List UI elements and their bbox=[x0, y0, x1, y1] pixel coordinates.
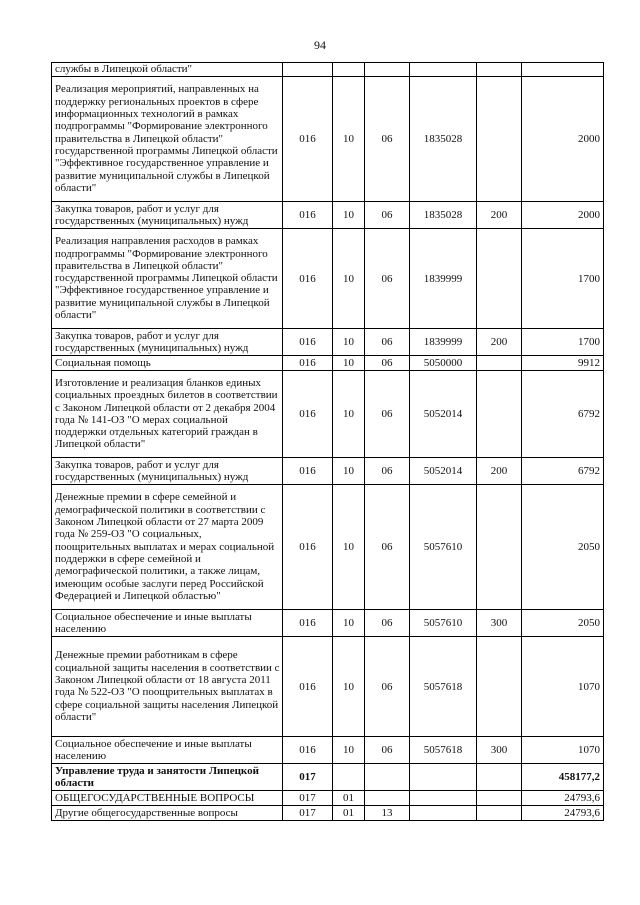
table-row bbox=[52, 485, 604, 610]
department-code-cell: 016 bbox=[283, 610, 333, 637]
amount-cell: 2000 bbox=[522, 77, 604, 202]
expense-type-code-cell: 300 bbox=[477, 610, 522, 637]
amount-cell: 2050 bbox=[522, 485, 604, 610]
table-row bbox=[52, 764, 604, 791]
department-code-cell: 016 bbox=[283, 329, 333, 356]
target-item-code-cell: 5057618 bbox=[410, 637, 477, 737]
table-row bbox=[52, 637, 604, 737]
expense-type-code-cell bbox=[477, 764, 522, 791]
target-item-code-cell: 1835028 bbox=[410, 202, 477, 229]
section-code-cell: 01 bbox=[333, 806, 365, 821]
target-item-code-cell: 1839999 bbox=[410, 329, 477, 356]
expense-type-code-cell bbox=[477, 371, 522, 458]
expense-type-code-cell: 200 bbox=[477, 202, 522, 229]
target-item-code-cell: 5057610 bbox=[410, 485, 477, 610]
item-name-cell: Денежные премии работникам в сфере социальной защиты населения в соответствии с Законом Липецкой области от 18 августа 2011 года № 522-ОЗ "О поощрительных выплатах в сфере социальной защиты населения Липецкой области" bbox=[52, 637, 283, 737]
item-name-cell: службы в Липецкой области" bbox=[52, 63, 283, 77]
subsection-code-cell: 06 bbox=[365, 329, 410, 356]
amount-cell: 458177,2 bbox=[522, 764, 604, 791]
section-code-cell: 10 bbox=[333, 458, 365, 485]
subsection-code-cell: 06 bbox=[365, 371, 410, 458]
expense-type-code-cell: 200 bbox=[477, 458, 522, 485]
department-code-cell: 017 bbox=[283, 764, 333, 791]
section-code-cell: 10 bbox=[333, 229, 365, 329]
table-row bbox=[52, 737, 604, 764]
section-code-cell: 10 bbox=[333, 329, 365, 356]
section-code-cell: 10 bbox=[333, 610, 365, 637]
target-item-code-cell bbox=[410, 791, 477, 806]
department-code-cell: 016 bbox=[283, 371, 333, 458]
section-code-cell: 10 bbox=[333, 356, 365, 371]
item-name-cell: Реализация направления расходов в рамках подпрограммы "Формирование электронного правительства в Липецкой области" государственной программы Липецкой области "Эффективное государственное управление и развитие муниципальной службы в Липецкой области" bbox=[52, 229, 283, 329]
table-row bbox=[52, 806, 604, 821]
subsection-code-cell: 06 bbox=[365, 229, 410, 329]
amount-cell: 1070 bbox=[522, 637, 604, 737]
table-row bbox=[52, 458, 604, 485]
expense-type-code-cell bbox=[477, 63, 522, 77]
item-name-cell: Управление труда и занятости Липецкой области bbox=[52, 764, 283, 791]
department-code-cell: 016 bbox=[283, 737, 333, 764]
target-item-code-cell: 5052014 bbox=[410, 371, 477, 458]
expense-type-code-cell bbox=[477, 356, 522, 371]
table-row bbox=[52, 63, 604, 77]
section-code-cell: 01 bbox=[333, 791, 365, 806]
target-item-code-cell: 5052014 bbox=[410, 458, 477, 485]
item-name-cell: ОБЩЕГОСУДАРСТВЕННЫЕ ВОПРОСЫ bbox=[52, 791, 283, 806]
department-code-cell: 016 bbox=[283, 485, 333, 610]
amount-cell: 24793,6 bbox=[522, 791, 604, 806]
amount-cell: 1700 bbox=[522, 329, 604, 356]
item-name-cell: Закупка товаров, работ и услуг для государственных (муниципальных) нужд bbox=[52, 329, 283, 356]
table-row bbox=[52, 356, 604, 371]
expense-type-code-cell bbox=[477, 637, 522, 737]
amount-cell: 2000 bbox=[522, 202, 604, 229]
page-number: 94 bbox=[314, 38, 326, 52]
section-code-cell: 10 bbox=[333, 371, 365, 458]
amount-cell: 1700 bbox=[522, 229, 604, 329]
expense-type-code-cell bbox=[477, 77, 522, 202]
expense-type-code-cell bbox=[477, 229, 522, 329]
expense-type-code-cell bbox=[477, 806, 522, 821]
section-code-cell: 10 bbox=[333, 485, 365, 610]
amount-cell: 6792 bbox=[522, 371, 604, 458]
expense-type-code-cell bbox=[477, 791, 522, 806]
subsection-code-cell: 06 bbox=[365, 485, 410, 610]
department-code-cell: 016 bbox=[283, 356, 333, 371]
section-code-cell: 10 bbox=[333, 637, 365, 737]
subsection-code-cell bbox=[365, 63, 410, 77]
table-row bbox=[52, 610, 604, 637]
target-item-code-cell: 1835028 bbox=[410, 77, 477, 202]
subsection-code-cell: 06 bbox=[365, 458, 410, 485]
target-item-code-cell: 5057618 bbox=[410, 737, 477, 764]
expense-type-code-cell: 200 bbox=[477, 329, 522, 356]
item-name-cell: Денежные премии в сфере семейной и демографической политики в соответствии с Законом Липецкой области от 27 марта 2009 года № 259-ОЗ "О социальных, поощрительных выплатах и мерах социальной поддержки в сфере семейной и демографической политики, а также лицам, имеющим особые заслуги перед Российской Федерацией и Липецкой областью" bbox=[52, 485, 283, 610]
table-row bbox=[52, 791, 604, 806]
item-name-cell: Социальное обеспечение и иные выплаты населению bbox=[52, 737, 283, 764]
department-code-cell: 016 bbox=[283, 77, 333, 202]
table-row bbox=[52, 371, 604, 458]
item-name-cell: Изготовление и реализация бланков единых социальных проездных билетов в соответствии с Законом Липецкой области от 2 декабря 2004 года № 141-ОЗ "О мерах социальной поддержки отдельных категорий граждан в Липецкой области" bbox=[52, 371, 283, 458]
subsection-code-cell bbox=[365, 791, 410, 806]
amount-cell: 2050 bbox=[522, 610, 604, 637]
target-item-code-cell: 1839999 bbox=[410, 229, 477, 329]
amount-cell bbox=[522, 63, 604, 77]
subsection-code-cell bbox=[365, 764, 410, 791]
table-row bbox=[52, 329, 604, 356]
department-code-cell: 016 bbox=[283, 637, 333, 737]
amount-cell: 9912 bbox=[522, 356, 604, 371]
target-item-code-cell: 5050000 bbox=[410, 356, 477, 371]
amount-cell: 1070 bbox=[522, 737, 604, 764]
department-code-cell bbox=[283, 63, 333, 77]
subsection-code-cell: 06 bbox=[365, 637, 410, 737]
item-name-cell: Другие общегосударственные вопросы bbox=[52, 806, 283, 821]
section-code-cell bbox=[333, 63, 365, 77]
target-item-code-cell bbox=[410, 764, 477, 791]
item-name-cell: Реализация мероприятий, направленных на поддержку региональных проектов в сфере информационных технологий в рамках подпрограммы "Формирование электронного правительства в Липецкой области" государственной программы Липецкой области "Эффективное государственное управление и развитие муниципальной службы в Липецкой области" bbox=[52, 77, 283, 202]
amount-cell: 6792 bbox=[522, 458, 604, 485]
subsection-code-cell: 06 bbox=[365, 202, 410, 229]
subsection-code-cell: 13 bbox=[365, 806, 410, 821]
subsection-code-cell: 06 bbox=[365, 77, 410, 202]
subsection-code-cell: 06 bbox=[365, 356, 410, 371]
target-item-code-cell: 5057610 bbox=[410, 610, 477, 637]
table-row bbox=[52, 202, 604, 229]
department-code-cell: 017 bbox=[283, 791, 333, 806]
item-name-cell: Социальная помощь bbox=[52, 356, 283, 371]
table-row bbox=[52, 229, 604, 329]
amount-cell: 24793,6 bbox=[522, 806, 604, 821]
subsection-code-cell: 06 bbox=[365, 737, 410, 764]
section-code-cell: 10 bbox=[333, 77, 365, 202]
budget-table bbox=[51, 62, 604, 821]
item-name-cell: Закупка товаров, работ и услуг для государственных (муниципальных) нужд bbox=[52, 202, 283, 229]
department-code-cell: 016 bbox=[283, 229, 333, 329]
item-name-cell: Закупка товаров, работ и услуг для государственных (муниципальных) нужд bbox=[52, 458, 283, 485]
item-name-cell: Социальное обеспечение и иные выплаты населению bbox=[52, 610, 283, 637]
section-code-cell: 10 bbox=[333, 737, 365, 764]
department-code-cell: 017 bbox=[283, 806, 333, 821]
section-code-cell bbox=[333, 764, 365, 791]
table-row bbox=[52, 77, 604, 202]
target-item-code-cell bbox=[410, 806, 477, 821]
target-item-code-cell bbox=[410, 63, 477, 77]
department-code-cell: 016 bbox=[283, 458, 333, 485]
expense-type-code-cell: 300 bbox=[477, 737, 522, 764]
section-code-cell: 10 bbox=[333, 202, 365, 229]
expense-type-code-cell bbox=[477, 485, 522, 610]
subsection-code-cell: 06 bbox=[365, 610, 410, 637]
department-code-cell: 016 bbox=[283, 202, 333, 229]
